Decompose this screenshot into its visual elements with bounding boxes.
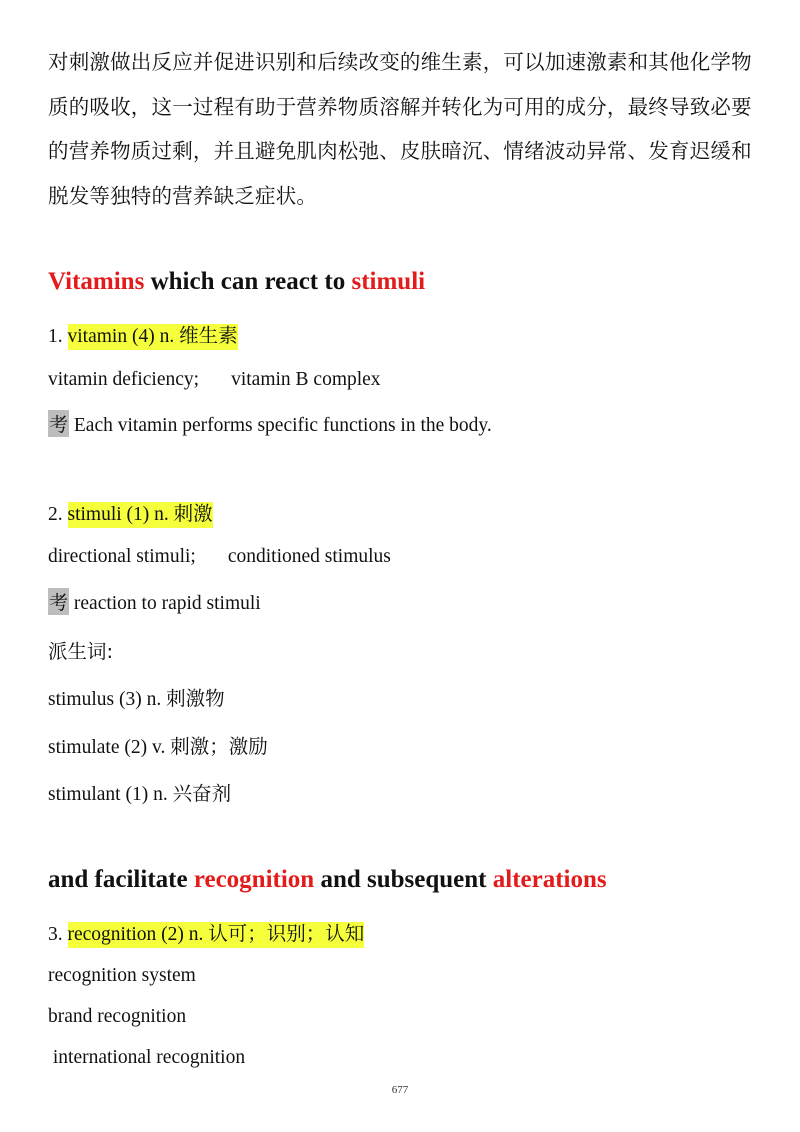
example-sentence: reaction to rapid stimuli: [69, 593, 261, 614]
entry-headword-highlight: [68, 324, 238, 350]
entry-number: 3.: [48, 924, 68, 945]
heading-keyword: Vitamins: [48, 268, 145, 295]
entry-headword: vitamin (4) n.: [67, 326, 180, 347]
entry-title: [48, 498, 213, 526]
heading-keyword: recognition: [193, 866, 315, 893]
phrase-line: recognition system: [48, 965, 196, 986]
entry-title: [48, 320, 238, 348]
phrase-line: brand recognition: [48, 1006, 187, 1027]
heading-keyword: alterations: [492, 866, 607, 893]
exam-badge: 考: [48, 588, 69, 615]
entry-headword-highlight: [68, 502, 213, 528]
example-line: [48, 410, 492, 437]
example-sentence: Each vitamin performs specific functions in the body.: [69, 415, 492, 436]
derived-label: 派生词:: [48, 640, 114, 663]
entry-headword-highlight: [68, 922, 365, 948]
section-heading-1: [48, 268, 425, 296]
entry-translation: 认可；识别；认知: [208, 922, 365, 945]
phrase-line: [48, 369, 381, 391]
heading-text: and facilitate: [48, 866, 194, 893]
entry-number: 2.: [48, 504, 68, 525]
entry-headword: recognition (2) n.: [67, 924, 209, 945]
example-line: [48, 588, 261, 615]
phrase: vitamin B complex: [231, 369, 381, 390]
entry-title: [48, 918, 364, 946]
exam-badge: 考: [48, 410, 69, 437]
derived-word: stimulate (2) v. 刺激；激励: [48, 735, 268, 758]
heading-text: which can react to: [144, 268, 352, 295]
phrase-line: international recognition: [48, 1047, 246, 1068]
phrase: directional stimuli;: [48, 546, 196, 567]
phrase: vitamin deficiency;: [48, 369, 200, 390]
phrase: conditioned stimulus: [227, 546, 391, 567]
derived-word: stimulant (1) n. 兴奋剂: [48, 782, 232, 805]
entry-headword: stimuli (1) n.: [67, 504, 174, 525]
phrase-line: [48, 546, 391, 568]
entry-translation: 维生素: [179, 324, 238, 347]
entry-number: 1.: [48, 326, 68, 347]
page-number: 677: [391, 1084, 409, 1096]
derived-word: stimulus (3) n. 刺激物: [48, 687, 225, 710]
entry-translation: 刺激: [173, 502, 213, 525]
heading-keyword: stimuli: [351, 268, 426, 295]
section-heading-2: [48, 866, 607, 894]
heading-text: and subsequent: [314, 866, 493, 893]
intro-paragraph: 对刺激做出反应并促进识别和后续改变的维生素，可以加速激素和其他化学物质的吸收，这一过程有助于营养物质溶解并转化为可用的成分，最终导致必要的营养物质过剩，并且避免肌肉松弛、皮肤暗沉、情绪波动异常、发育迟缓和脱发等独特的营养缺乏症状。: [48, 50, 752, 208]
